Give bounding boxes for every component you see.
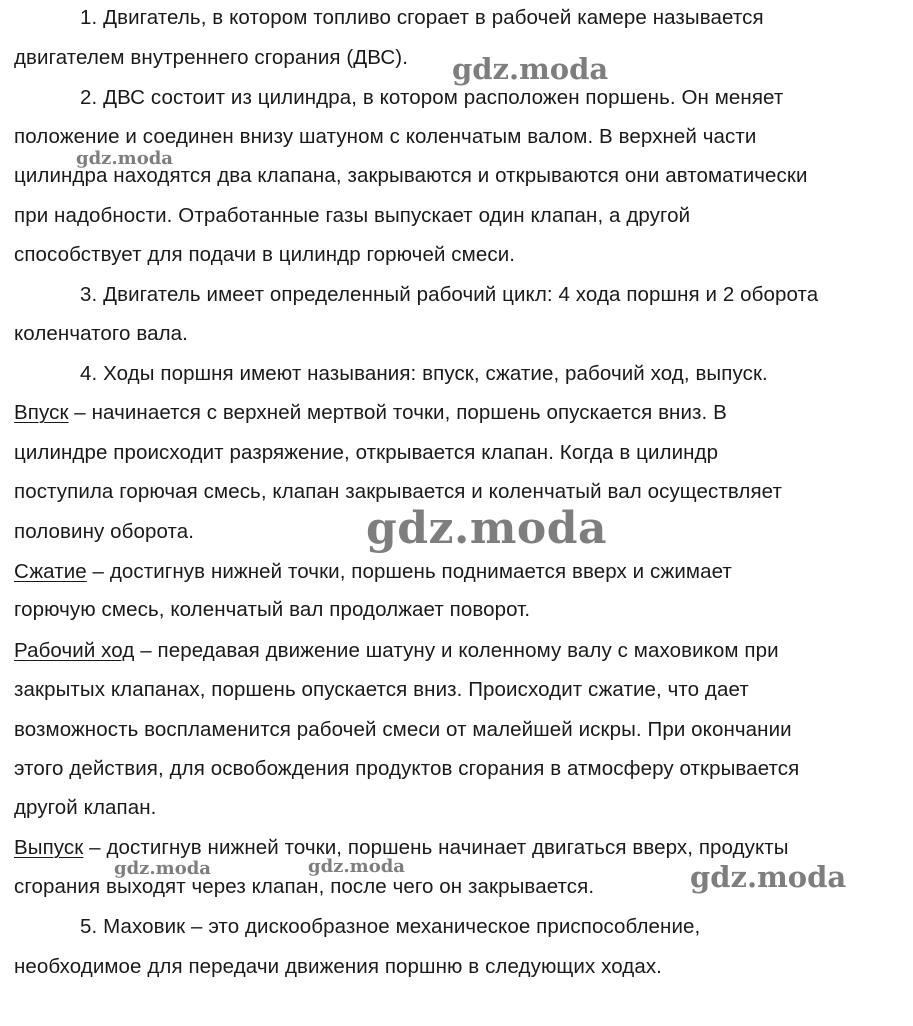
- text-line: [14, 639, 779, 663]
- text-line: 2. ДВС состоит из цилиндра, в котором расположен поршень. Он меняет: [80, 86, 784, 109]
- term-definition: – достигнув нижней точки, поршень поднимается вверх и сжимает: [86, 560, 732, 583]
- term-definition: – начинается с верхней мертвой точки, поршень опускается вниз. В: [68, 401, 727, 424]
- text-line: цилиндре происходит разряжение, открывается клапан. Когда в цилиндр: [14, 441, 719, 464]
- text-line: горючую смесь, коленчатый вал продолжает поворот.: [14, 598, 531, 621]
- watermark: gdz.moda: [76, 148, 173, 169]
- text-line: этого действия, для освобождения продуктов сгорания в атмосферу открывается: [14, 757, 800, 780]
- text-line: необходимое для передачи движения поршню в следующих ходах.: [14, 955, 662, 978]
- text-line: двигателем внутреннего сгорания (ДВС).: [14, 46, 409, 69]
- term-intake: Впуск: [14, 401, 69, 424]
- watermark: gdz.moda: [690, 860, 847, 894]
- text-line: [14, 836, 789, 860]
- text-line: коленчатого вала.: [14, 322, 188, 345]
- text-line: 5. Маховик – это дискообразное механическое приспособление,: [80, 915, 701, 938]
- text-line: 4. Ходы поршня имеют называния: впуск, сжатие, рабочий ход, выпуск.: [80, 362, 768, 385]
- text-line: цилиндра находятся два клапана, закрываются и открываются они автоматически: [14, 164, 808, 187]
- text-line: при надобности. Отработанные газы выпускает один клапан, а другой: [14, 204, 691, 227]
- term-definition: – достигнув нижней точки, поршень начинает двигаться вверх, продукты: [83, 836, 789, 859]
- watermark: gdz.moda: [452, 52, 609, 86]
- text-line: 1. Двигатель, в котором топливо сгорает в рабочей камере называется: [80, 6, 764, 29]
- text-line: [14, 401, 727, 425]
- term-definition: – передавая движение шатуну и коленному валу с маховиком при: [134, 639, 779, 662]
- text-line: 3. Двигатель имеет определенный рабочий цикл: 4 хода поршня и 2 оборота: [80, 283, 819, 306]
- watermark: gdz.moda: [308, 856, 405, 877]
- text-line: половину оборота.: [14, 520, 195, 543]
- text-line: сгорания выходят через клапан, после чего он закрывается.: [14, 875, 595, 898]
- text-line: [14, 560, 732, 584]
- text-line: способствует для подачи в цилиндр горючей смеси.: [14, 243, 516, 266]
- text-line: закрытых клапанах, поршень опускается вниз. Происходит сжатие, что дает: [14, 678, 749, 701]
- term-compression: Сжатие: [14, 560, 87, 583]
- watermark: gdz.moda: [114, 858, 211, 879]
- watermark: gdz.moda: [366, 503, 608, 554]
- term-power-stroke: Рабочий ход: [14, 639, 135, 662]
- term-exhaust: Выпуск: [14, 836, 84, 859]
- text-line: возможность воспламенится рабочей смеси от малейшей искры. При окончании: [14, 718, 792, 741]
- text-line: положение и соединен внизу шатуном с коленчатым валом. В верхней части: [14, 125, 757, 148]
- text-line: поступила горючая смесь, клапан закрывается и коленчатый вал осуществляет: [14, 480, 782, 503]
- text-line: другой клапан.: [14, 796, 157, 819]
